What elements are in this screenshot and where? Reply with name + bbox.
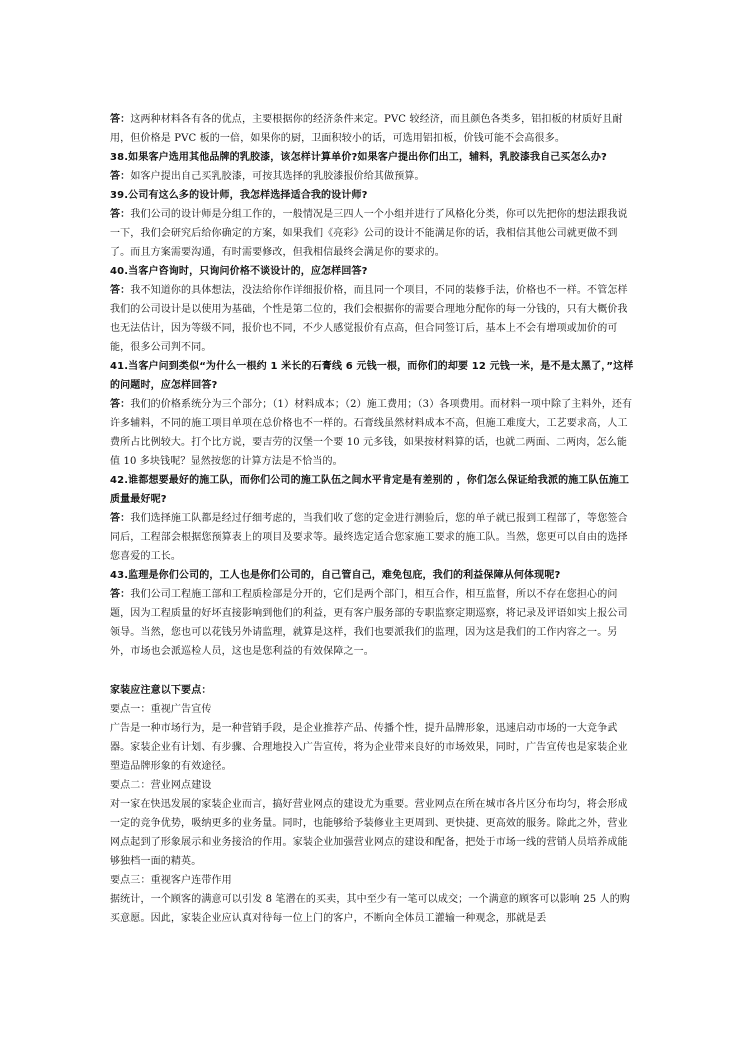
section-gap [110,661,635,681]
qa-item-41 [110,357,635,471]
answer-block [110,205,635,262]
answer-block [110,167,635,186]
answer-label: 答： [110,589,131,600]
answer-block [110,585,635,661]
section-title: 家装应注意以下要点： [110,685,212,696]
answer-text: 我们公司工程施工部和工程质检部是分开的，它们是两个部门，相互合作，相互监督，所以不存在您担心的问题，因为工程质量的好坏直接影响到他们的利益，更有客户服务部的专职监察定期巡察，将记录及评语如实上报公司领导。当然，您也可以花钱另外请监理，就算是这样，我们也要派我们的监理，因为这是我们的工作内容之一。另外，市场也会派巡检人员，这也是您利益的有效保障之一。 [110,589,628,657]
answer-text: 我们公司的设计师是分组工作的，一般情况是三四人一个小组并进行了风格化分类，你可以先把你的想法跟我说一下，我们会研究后给你确定的方案，如果我们《亮彩》公司的设计不能满足你的话，我相信其他公司就更做不到了。而且方案需要沟通，有时需要修改，但我相信最终会满足你的要求的。 [110,209,628,258]
document-content [110,110,635,928]
point-body-2: 对一家在快迅发展的家装企业而言，搞好营业网点的建设尤为重要。营业网点在所在城市各片区分布均匀，将会形成一定的竞争优势，吸纳更多的业务量。同时，也能够给予装修业主更周到、更快捷、更高效的服务。除此之外，营业网点起到了形象展示和业务接洽的作用。家装企业加强营业网点的建设和配备，把处于市场一线的营销人员培养成能够独档一面的精英。 [110,799,628,867]
answer-label: 答： [110,171,131,182]
answer-paragraph [110,110,635,148]
answer-text: 我不知道你的具体想法，没法给你作详细报价格，而且同一个项目，不同的装修手法，价格也不一样。不管怎样我们的公司设计是以使用为基础，个性是第二位的，我们会根据你的需要合理地分配你的每一分钱的，只有大概价我也无法估计，因为等级不同，报价也不同，不少人感觉报价有点高，但合同签订后，基本上不会有增项或加价的可能，很多公司判不同。 [110,285,628,353]
answer-text: 我们的价格系统分为三个部分；（1）材料成本；（2）施工费用；（3）各项费用。而材料一项中除了主料外，还有许多辅料，不同的施工项目单项在总价格也不一样的。石膏线虽然材料成本不高，但施工难度大，工艺要求高，人工费所占比例较大。打个比方说，要吉劳的汉堡一个要 10 元多钱，如果按材料算的话，也就二两面、二两肉，怎么能值 10 多块钱呢？显然按您的计算方法是不恰当的。 [110,399,633,467]
question-heading: 43.监理是你们公司的，工人也是你们公司的，自己管自己，难免包庇，我们的利益保障从何体现呢? [110,570,561,581]
point-body-1: 广告是一种市场行为，是一种营销手段，是企业推荐产品、传播个性，提升品牌形象，迅速启动市场的一大竞争武器。家装企业有计划、有步骤、合理地投入广告宣传，将为企业带来良好的市场效果，同时，广告宣传也是家装企业塑造品牌形象的有效途径。 [110,723,628,772]
answer-label: 答： [110,114,131,125]
point-body-3: 据统计，一个顾客的满意可以引发 8 笔潜在的买卖，其中至少有一笔可以成交；一个满意的顾客可以影响 25 人的购买意愿。因此，家装企业应认真对待每一位上门的客户，不断向全体员工灌输一种观念，那就是丢 [110,894,631,924]
qa-item-42 [110,471,635,566]
answer-text: 我们选择施工队都是经过仔细考虑的，当我们收了您的定金进行测验后，您的单子就已报到工程部了，等您签合同后，工程部会根据您预算表上的项目及要求等。最终选定适合您家施工要求的施工队。当然，您更可以自由的选择您喜爱的工长。 [110,513,628,562]
qa-item-37 [110,110,635,148]
answer-paragraph [110,205,635,262]
answer-block [110,395,635,471]
question-heading: 41.当客户问到类似“为什么一根约 1 米长的石膏线 6 元钱一根，而你们的却要 12 元钱一米，是不是太黑了，”这样的问题时，应怎样回答? [110,361,634,391]
question-heading: 39.公司有这么多的设计师，我怎样选择适合我的设计师? [110,190,368,201]
answer-block [110,110,635,148]
answer-paragraph [110,395,635,471]
answer-paragraph [110,585,635,661]
answer-label: 答： [110,285,131,296]
point-title-2: 要点二：营业网点建设 [110,780,212,791]
question-heading: 40.当客户咨询时，只询问价格不谈设计的，应怎样回答? [110,266,368,277]
question-heading: 38.如果客户选用其他品牌的乳胶漆，该怎样计算单价?如果客户提出你们出工，辅料，乳胶漆我自己买怎么办? [110,152,607,163]
key-points-list [110,700,635,928]
answer-label: 答： [110,209,131,220]
answer-label: 答： [110,513,131,524]
question-heading: 42.谁都想要最好的施工队，而你们公司的施工队伍之间水平肯定是有差别的 ，你们怎么保证给我派的施工队伍施工质量最好呢? [110,475,630,505]
answer-block [110,281,635,357]
answer-block [110,509,635,566]
answer-label: 答： [110,399,131,410]
qa-item-39 [110,186,635,262]
answer-text: 这两种材料各有各的优点，主要根据你的经济条件来定。PVC 较经济，而且颜色各类多，铝扣板的材质好且耐用，但价格是 PVC 板的一倍，如果你的厨，卫面积较小的话，可选用铝扣板，价钱可能不会高很多。 [110,114,623,144]
qa-item-43 [110,566,635,661]
point-title-3: 要点三：重视客户连带作用 [110,875,232,886]
answer-text: 如客户提出自己买乳胶漆，可按其选择的乳胶漆报价给其做预算。 [130,171,425,182]
answer-paragraph [110,281,635,357]
point-title-1: 要点一：重视广告宣传 [110,704,212,715]
answer-paragraph [110,167,635,186]
qa-item-40 [110,262,635,357]
answer-paragraph [110,509,635,566]
qa-item-38 [110,148,635,186]
